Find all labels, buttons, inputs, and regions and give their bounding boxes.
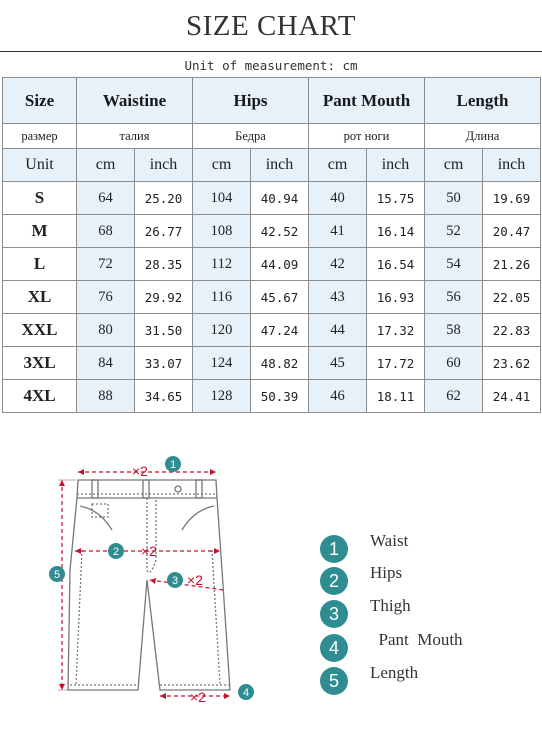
unit-cell: Unit (3, 149, 77, 182)
waist-cm-cell: 84 (77, 347, 135, 380)
pant-mouth-inch-cell: 17.72 (367, 347, 425, 380)
legend-number-1: 1 (320, 535, 348, 563)
pants-outline (68, 480, 230, 690)
size-cell: 3XL (3, 347, 77, 380)
russian-header-cell: размер (3, 124, 77, 149)
hips-inch-cell: 48.82 (251, 347, 309, 380)
hips-cm-cell: 120 (193, 314, 251, 347)
unit-cell: inch (251, 149, 309, 182)
svg-text:5: 5 (53, 569, 61, 581)
length-inch-cell: 24.41 (483, 380, 541, 413)
hips-cm-cell: 116 (193, 281, 251, 314)
legend-label-pant-mouth: Pant Mouth (370, 630, 463, 649)
russian-header-cell: талия (77, 124, 193, 149)
pant-mouth-inch-cell: 18.11 (367, 380, 425, 413)
title-divider (0, 51, 542, 52)
length-cm-cell: 58 (425, 314, 483, 347)
legend-number-5: 5 (320, 667, 348, 695)
hips-cm-cell: 112 (193, 248, 251, 281)
svg-text:2: 2 (112, 546, 120, 558)
hips-inch-cell: 40.94 (251, 182, 309, 215)
waist-cm-cell: 80 (77, 314, 135, 347)
russian-header-cell: Бедра (193, 124, 309, 149)
thigh-multiplier: ×2 (187, 572, 203, 588)
size-row (3, 314, 541, 347)
pants-diagram (20, 440, 290, 725)
unit-cell: inch (483, 149, 541, 182)
unit-cell: inch (135, 149, 193, 182)
waist-cm-cell: 88 (77, 380, 135, 413)
length-inch-cell: 20.47 (483, 215, 541, 248)
waist-inch-cell: 29.92 (135, 281, 193, 314)
waist-cm-cell: 72 (77, 248, 135, 281)
length-inch-cell: 21.26 (483, 248, 541, 281)
unit-note: Unit of measurement: cm (184, 58, 358, 73)
size-row (3, 248, 541, 281)
hips-cm-cell: 104 (193, 182, 251, 215)
marker-3 (167, 572, 183, 588)
length-inch-cell: 22.05 (483, 281, 541, 314)
waist-inch-cell: 28.35 (135, 248, 193, 281)
header-cell: Waistine (77, 78, 193, 124)
hips-inch-cell: 42.52 (251, 215, 309, 248)
waist-cm-cell: 76 (77, 281, 135, 314)
length-cm-cell: 62 (425, 380, 483, 413)
pant-mouth-inch-cell: 16.14 (367, 215, 425, 248)
unit-cell: cm (309, 149, 367, 182)
pant-mouth-cm-cell: 43 (309, 281, 367, 314)
pant-mouth-cm-cell: 42 (309, 248, 367, 281)
waist-inch-cell: 25.20 (135, 182, 193, 215)
waist-inch-cell: 26.77 (135, 215, 193, 248)
chart-title: SIZE CHART (185, 10, 356, 42)
pant-mouth-cm-cell: 40 (309, 182, 367, 215)
russian-header-cell: Длина (425, 124, 541, 149)
length-cm-cell: 56 (425, 281, 483, 314)
russian-header-row (3, 124, 541, 149)
pant-mouth-cm-cell: 46 (309, 380, 367, 413)
russian-header-cell: рот ноги (309, 124, 425, 149)
length-cm-cell: 52 (425, 215, 483, 248)
unit-row (3, 149, 541, 182)
marker-2 (108, 543, 124, 559)
size-cell: L (3, 248, 77, 281)
unit-cell: cm (425, 149, 483, 182)
unit-cell: cm (193, 149, 251, 182)
pant-mouth-cm-cell: 41 (309, 215, 367, 248)
waist-inch-cell: 33.07 (135, 347, 193, 380)
measure-lines (58, 469, 230, 699)
marker-5 (49, 566, 65, 582)
pant-mouth-inch-cell: 15.75 (367, 182, 425, 215)
svg-text:3: 3 (171, 575, 179, 587)
length-inch-cell: 19.69 (483, 182, 541, 215)
header-cell: Length (425, 78, 541, 124)
length-inch-cell: 23.62 (483, 347, 541, 380)
header-cell: Pant Mouth (309, 78, 425, 124)
hips-cm-cell: 124 (193, 347, 251, 380)
pant-mouth-inch-cell: 16.54 (367, 248, 425, 281)
svg-text:4: 4 (242, 687, 250, 699)
header-cell: Size (3, 78, 77, 124)
pant-mouth-multiplier: ×2 (190, 689, 206, 705)
length-cm-cell: 54 (425, 248, 483, 281)
size-cell: 4XL (3, 380, 77, 413)
size-row (3, 380, 541, 413)
pant-mouth-cm-cell: 45 (309, 347, 367, 380)
pant-mouth-inch-cell: 17.32 (367, 314, 425, 347)
size-row (3, 215, 541, 248)
waist-inch-cell: 34.65 (135, 380, 193, 413)
length-cm-cell: 50 (425, 182, 483, 215)
legend-number-4: 4 (320, 634, 348, 662)
size-row (3, 182, 541, 215)
legend-label-length: Length (370, 663, 419, 682)
waist-inch-cell: 31.50 (135, 314, 193, 347)
waist-multiplier: ×2 (132, 463, 148, 479)
legend-label-waist: Waist (370, 531, 409, 550)
header-row (3, 78, 541, 124)
size-cell: M (3, 215, 77, 248)
length-inch-cell: 22.83 (483, 314, 541, 347)
size-cell: S (3, 182, 77, 215)
length-cm-cell: 60 (425, 347, 483, 380)
legend-number-3: 3 (320, 600, 348, 628)
hips-inch-cell: 47.24 (251, 314, 309, 347)
hips-multiplier: ×2 (141, 543, 157, 559)
size-table (2, 77, 541, 413)
hips-cm-cell: 128 (193, 380, 251, 413)
pant-mouth-inch-cell: 16.93 (367, 281, 425, 314)
hips-cm-cell: 108 (193, 215, 251, 248)
hips-inch-cell: 45.67 (251, 281, 309, 314)
waist-cm-cell: 68 (77, 215, 135, 248)
pant-mouth-cm-cell: 44 (309, 314, 367, 347)
size-row (3, 347, 541, 380)
unit-cell: inch (367, 149, 425, 182)
marker-4 (238, 684, 254, 700)
size-cell: XL (3, 281, 77, 314)
legend-label-hips: Hips (370, 563, 403, 582)
hips-inch-cell: 50.39 (251, 380, 309, 413)
size-row (3, 281, 541, 314)
waist-cm-cell: 64 (77, 182, 135, 215)
legend-number-2: 2 (320, 567, 348, 595)
marker-1 (165, 456, 181, 472)
legend-label-thigh: Thigh (370, 596, 411, 615)
size-cell: XXL (3, 314, 77, 347)
unit-cell: cm (77, 149, 135, 182)
svg-text:1: 1 (169, 459, 177, 471)
header-cell: Hips (193, 78, 309, 124)
hips-inch-cell: 44.09 (251, 248, 309, 281)
